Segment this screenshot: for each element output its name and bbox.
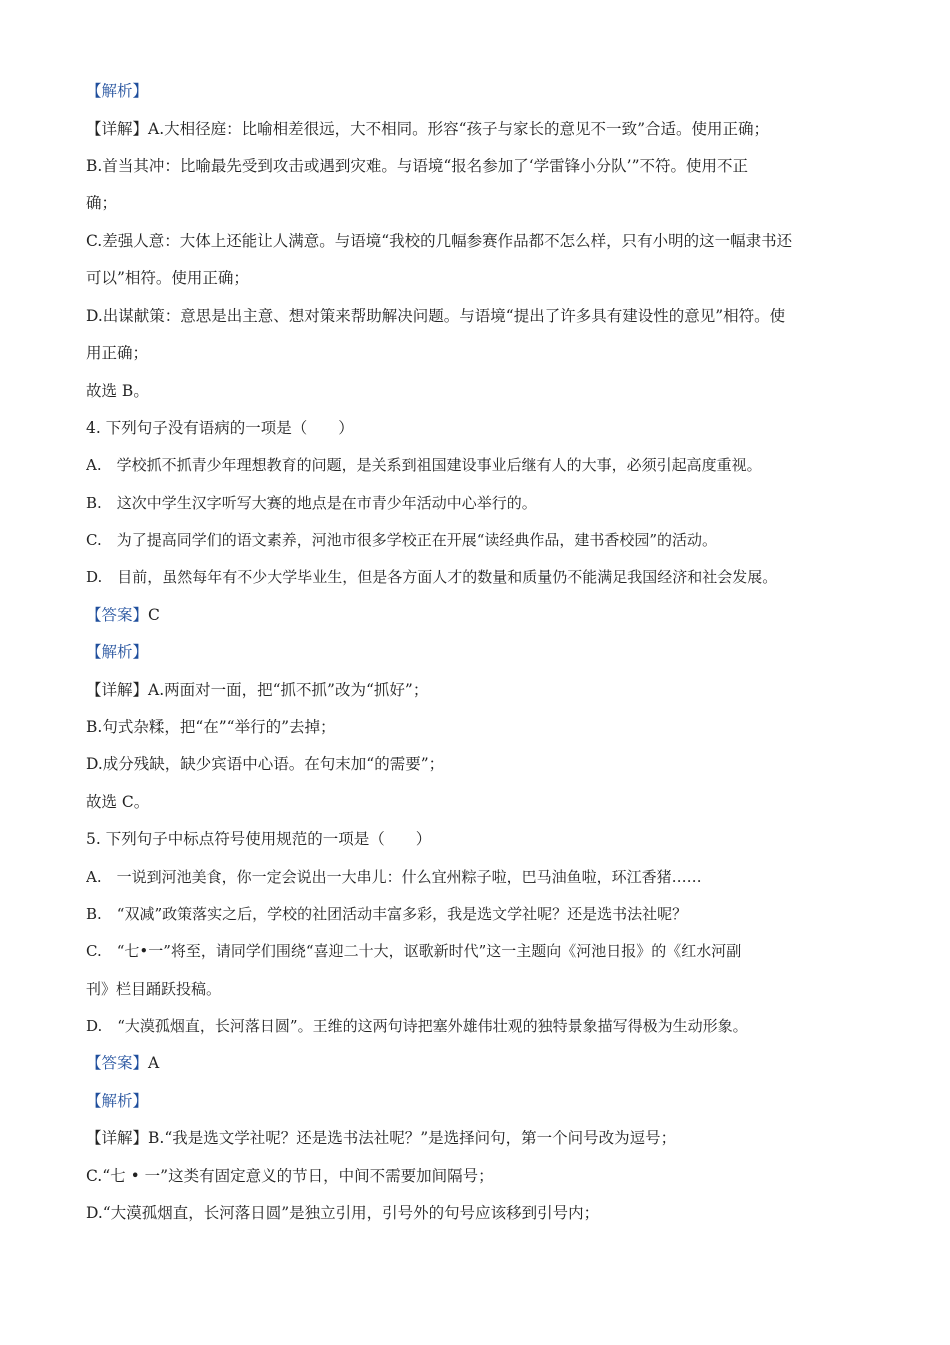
q3-detail-b-line2: 确； bbox=[86, 194, 118, 212]
q4-answer bbox=[86, 605, 866, 625]
q4-option-a: A. 学校抓不抓青少年理想教育的问题，是关系到祖国建设事业后继有人的大事，必须引起高度重视。 bbox=[86, 456, 762, 474]
q4-option-d: D. 目前，虽然每年有不少大学毕业生，但是各方面人才的数量和质量仍不能满足我国经济和社会发展。 bbox=[86, 568, 778, 586]
analysis-tag: 【解析】 bbox=[86, 643, 149, 661]
q4-detail-a bbox=[86, 680, 866, 700]
q3-detail-c-line2: 可以”相符。使用正确； bbox=[86, 269, 249, 287]
q4-question: 4. 下列句子没有语病的一项是（ ） bbox=[86, 419, 354, 437]
detail-tag: 【详解】 bbox=[86, 120, 149, 138]
q4-analysis-heading bbox=[86, 642, 866, 662]
q5-analysis-heading bbox=[86, 1091, 866, 1111]
q3-conclusion: 故选 B。 bbox=[86, 382, 149, 400]
q3-detail-b-line1: B.首当其冲：比喻最先受到攻击或遇到灾难。与语境“报名参加了‘学雷锋小分队’”不符。使用不正 bbox=[86, 157, 749, 175]
detail-tag: 【详解】 bbox=[86, 681, 149, 699]
q4-detail-b: B.句式杂糅，把“在”“举行的”去掉； bbox=[86, 718, 336, 736]
q4-conclusion: 故选 C。 bbox=[86, 793, 150, 811]
answer-value: C bbox=[148, 606, 160, 624]
detail-text: A.两面对一面，把“抓不抓”改为“抓好”； bbox=[148, 681, 429, 699]
q4-option-b: B. 这次中学生汉字听写大赛的地点是在市青少年活动中心举行的。 bbox=[86, 494, 537, 512]
q5-option-c-line2: 刊》栏目踊跃投稿。 bbox=[86, 980, 222, 998]
q5-option-a: A. 一说到河池美食，你一定会说出一大串儿：什么宜州粽子啦，巴马油鱼啦，环江香猪…… bbox=[86, 868, 702, 886]
answer-tag: 【答案】 bbox=[86, 1054, 149, 1072]
detail-tag: 【详解】 bbox=[86, 1129, 149, 1147]
q5-option-b: B. “双减”政策落实之后，学校的社团活动丰富多彩，我是选文学社呢？还是选书法社呢？ bbox=[86, 905, 688, 923]
q5-detail-b bbox=[86, 1128, 866, 1148]
answer-tag: 【答案】 bbox=[86, 606, 149, 624]
q5-option-d: D. “大漠孤烟直，长河落日圆”。王维的这两句诗把塞外雄伟壮观的独特景象描写得极为生动形象。 bbox=[86, 1017, 748, 1035]
q5-detail-c: C.“七 • 一”这类有固定意义的节日，中间不需要加间隔号； bbox=[86, 1167, 494, 1185]
q4-detail-d: D.成分残缺，缺少宾语中心语。在句末加“的需要”； bbox=[86, 755, 445, 773]
analysis-tag: 【解析】 bbox=[86, 1092, 149, 1110]
q5-answer bbox=[86, 1053, 866, 1073]
q4-option-c: C. 为了提高同学们的语文素养，河池市很多学校正在开展“读经典作品，建书香校园”的活动。 bbox=[86, 531, 718, 549]
q3-detail-d-line1: D.出谋献策：意思是出主意、想对策来帮助解决问题。与语境“提出了许多具有建设性的意见”相符。使 bbox=[86, 307, 786, 325]
detail-text: A.大相径庭：比喻相差很远，大不相同。形容“孩子与家长的意见不一致”合适。使用正确； bbox=[148, 120, 769, 138]
q3-detail-d-line2: 用正确； bbox=[86, 344, 149, 362]
q5-detail-d: D.“大漠孤烟直，长河落日圆”是独立引用，引号外的句号应该移到引号内； bbox=[86, 1204, 600, 1222]
q5-question: 5. 下列句子中标点符号使用规范的一项是（ ） bbox=[86, 830, 432, 848]
detail-text: B.“我是选文学社呢？还是选书法社呢？”是选择问句，第一个问号改为逗号； bbox=[148, 1129, 677, 1147]
q3-detail-a bbox=[86, 119, 866, 139]
q3-analysis-heading bbox=[86, 81, 866, 101]
answer-value: A bbox=[148, 1054, 160, 1072]
q3-detail-c-line1: C.差强人意：大体上还能让人满意。与语境“我校的几幅参赛作品都不怎么样，只有小明的这一幅隶书还 bbox=[86, 232, 793, 250]
analysis-tag: 【解析】 bbox=[86, 82, 149, 100]
q5-option-c-line1: C. “七•一”将至，请同学们围绕“喜迎二十大，讴歌新时代”这一主题向《河池日报》的《红水河副 bbox=[86, 942, 742, 960]
